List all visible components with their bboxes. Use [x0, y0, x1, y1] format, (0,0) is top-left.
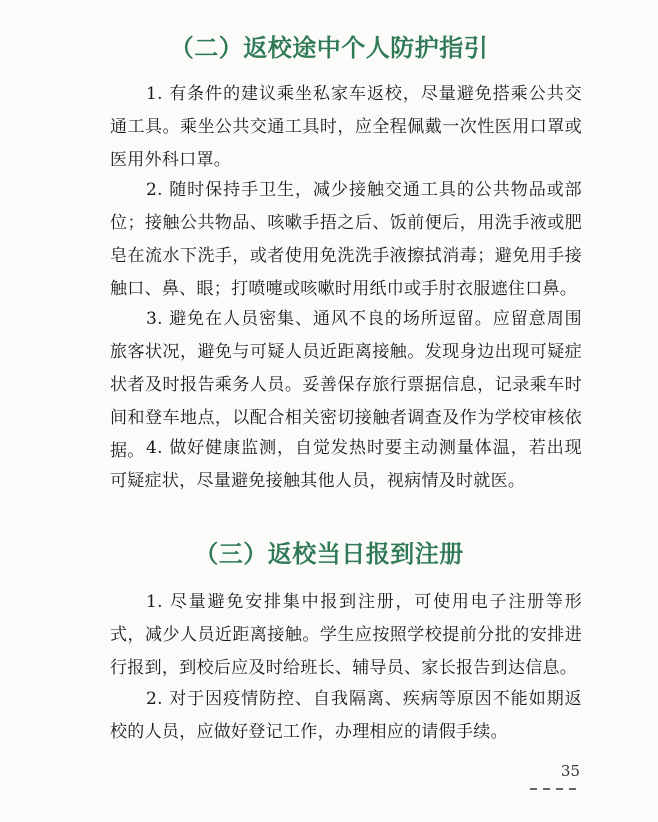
paragraph-electronic-registration — [110, 586, 582, 685]
page-number: 35 — [560, 762, 580, 780]
paragraph-text: 4. 做好健康监测，自觉发热时要主动测量体温，若出现可疑症状，尽量避免接触其他人员，视病情及时就医。 — [110, 438, 582, 491]
paragraph-text: 2. 随时保持手卫生，减少接触交通工具的公共物品或部位；接触公共物品、咳嗽手捂之后、饭前便后，用洗手液或肥皂在流水下洗手，或者使用免洗洗手液擦拭消毒；避免用手接触口、鼻、眼；打喷嚏或咳嗽时用纸巾或手肘衣服遮住口鼻。 — [110, 180, 582, 299]
paragraph-health-monitoring — [110, 432, 582, 498]
paragraph-hand-hygiene — [110, 174, 582, 306]
paragraph-text: 2. 对于因疫情防控、自我隔离、疾病等原因不能如期返校的人员，应做好登记工作，办理相应的请假手续。 — [110, 689, 582, 742]
paragraph-text: 1. 尽量避免安排集中报到注册，可使用电子注册等形式，减少人员近距离接触。学生应按照学校提前分批的安排进行报到，到校后应及时给班长、辅导员、家长报告到达信息。 — [110, 592, 582, 678]
section-heading-registration-day: （三）返校当日报到注册 — [194, 540, 464, 568]
page-number-divider — [530, 788, 582, 790]
section-heading-return-journey-protection: （二）返校途中个人防护指引 — [169, 34, 489, 62]
paragraph-leave-procedure — [110, 683, 582, 749]
paragraph-text: 3. 避免在人员密集、通风不良的场所逗留。应留意周围旅客状况，避免与可疑人员近距离接触。发现身边出现可疑症状者及时报告乘务人员。妥善保存旅行票据信息，记录乘车时间和登车地点，以配合相关密切接触者调查及作为学校审核依据。 — [110, 309, 582, 461]
paragraph-text: 1. 有条件的建议乘坐私家车返校，尽量避免搭乘公共交通工具。乘坐公共交通工具时，应全程佩戴一次性医用口罩或医用外科口罩。 — [110, 84, 582, 170]
paragraph-private-car — [110, 78, 582, 177]
